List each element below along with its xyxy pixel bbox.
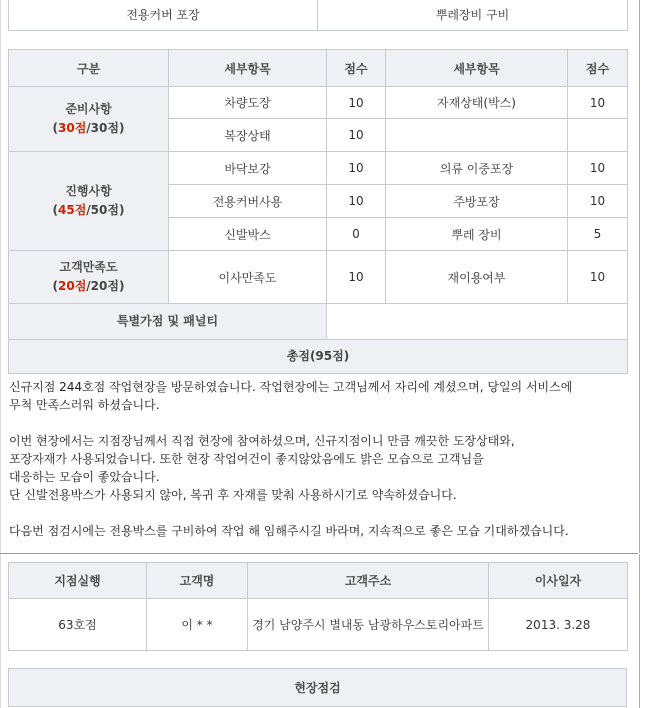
special-value [327,304,628,340]
header-date: 이사일자 [489,563,628,599]
category-progress: 진행사항 (45점/50점) [9,152,169,251]
branch-value: 63호점 [9,599,147,651]
header-category: 구분 [9,50,169,87]
score-table [8,49,628,374]
total-row [9,340,628,374]
site-check-table [8,668,627,707]
item-cell: 주방포장 [386,185,568,218]
item-cell: 의류 이중포장 [386,152,568,185]
comment-paragraph: 다음번 점검시에는 전용박스를 구비하여 작업 해 임해주시길 바라며, 지속적으로 좋은 모습 기대하겠습니다. [9,524,569,538]
score-cell: 10 [327,119,386,152]
total-score-label: 총점(95점) [9,340,628,374]
item-cell [386,119,568,152]
header-customer: 고객명 [147,563,248,599]
category-total: /50점 [86,203,119,217]
score-cell: 10 [327,87,386,119]
table-row [9,599,628,651]
score-header-row [9,50,628,87]
info-header-row [9,563,628,599]
category-score: 20점 [58,279,87,293]
header-address: 고객주소 [248,563,489,599]
inspection-comment [9,378,626,540]
item-cell: 차량도장 [169,87,327,119]
score-cell: 10 [568,251,628,304]
category-satisfaction: 고객만족도 (20점/20점) [9,251,169,304]
category-total: /30점 [86,121,119,135]
score-cell: 10 [327,152,386,185]
score-cell: 0 [327,218,386,251]
score-cell: 10 [568,87,628,119]
score-cell: 10 [327,185,386,218]
item-cell: 전용커버사용 [169,185,327,218]
header-score-2: 점수 [568,50,628,87]
score-cell [568,119,628,152]
special-label: 특별가점 및 패널티 [9,304,327,340]
top-row-right: 뿌레장비 구비 [318,0,628,30]
address-value: 경기 남양주시 별내동 남광하우스토리아파트 [248,599,489,651]
category-label: 준비사항 [65,102,112,116]
item-cell: 신발박스 [169,218,327,251]
date-value: 2013. 3.28 [489,599,628,651]
comment-paragraph: 이번 현장에서는 지점장님께서 직접 현장에 참여하셨으며, 신규지점이니 만큼 깨끗한 도장상태와, 포장자재가 사용되었습니다. 또한 현장 작업여건이 좋지않았음에도 밝은 모습으로 고객님을 대응하는 모습이 좋았습니다. 단 신발전용박스가 사용되지 않아, 복귀 후 자재를 맞춰 사용하시기로 약속하셨습니다. [9,434,515,502]
category-total: /20점 [86,279,119,293]
header-score-1: 점수 [327,50,386,87]
header-branch: 지점실행 [9,563,147,599]
category-label: 진행사항 [65,184,112,198]
top-row-table [8,0,628,31]
score-cell: 10 [568,152,628,185]
site-check-label: 현장점검 [9,669,627,707]
special-row [9,304,628,340]
score-cell: 5 [568,218,628,251]
comment-paragraph: 신규지점 244호점 작업현장을 방문하였습니다. 작업현장에는 고객님께서 자리에 계셨으며, 당일의 서비스에 무척 만족스러워 하셨습니다. [9,380,573,412]
customer-info-table [8,562,628,651]
item-cell: 뿌레 장비 [386,218,568,251]
item-cell: 재이용여부 [386,251,568,304]
top-row-left: 전용커버 포장 [9,0,318,30]
category-prep: 준비사항 (30점/30점) [9,87,169,152]
category-label: 고객만족도 [59,260,118,274]
customer-value: 이 * * [147,599,248,651]
item-cell: 복장상태 [169,119,327,152]
table-row [9,152,628,185]
header-item-2: 세부항목 [386,50,568,87]
item-cell: 자재상태(박스) [386,87,568,119]
table-row [9,251,628,304]
score-cell: 10 [568,185,628,218]
table-row [9,87,628,119]
category-score: 45점 [58,203,87,217]
score-cell: 10 [327,251,386,304]
item-cell: 이사만족도 [169,251,327,304]
category-score: 30점 [58,121,87,135]
item-cell: 바닥보강 [169,152,327,185]
header-item-1: 세부항목 [169,50,327,87]
